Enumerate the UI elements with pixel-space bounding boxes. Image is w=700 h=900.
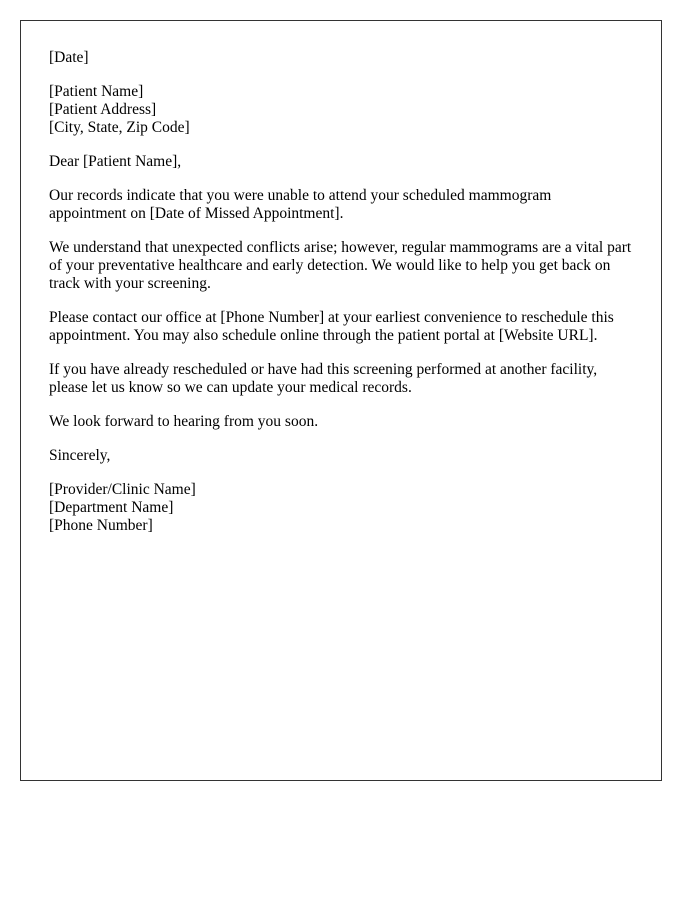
recipient-block bbox=[49, 83, 632, 137]
signature-department: [Department Name] bbox=[49, 499, 174, 516]
body-paragraph: If you have already rescheduled or have had this screening performed at another facility, please let us know so we can update your medical records. bbox=[49, 361, 598, 396]
recipient-city-state-zip: [City, State, Zip Code] bbox=[49, 119, 190, 136]
body-paragraph: We understand that unexpected conflicts arise; however, regular mammograms are a vital part of your preventative healthcare and early detection. We would like to help you get back on track with your screening. bbox=[49, 239, 632, 292]
signature-provider: [Provider/Clinic Name] bbox=[49, 481, 196, 498]
signature-phone: [Phone Number] bbox=[49, 517, 153, 534]
body-paragraph: We look forward to hearing from you soon. bbox=[49, 413, 319, 430]
signature-block bbox=[49, 481, 632, 535]
letter-document bbox=[20, 20, 662, 781]
recipient-name: [Patient Name] bbox=[49, 83, 144, 100]
body-paragraph: Please contact our office at [Phone Number] at your earliest convenience to reschedule this appointment. You may also schedule online through the patient portal at [Website URL]. bbox=[49, 309, 614, 344]
letter-date: [Date] bbox=[49, 49, 89, 66]
body-paragraph: Our records indicate that you were unable to attend your scheduled mammogram appointment on [Date of Missed Appointment]. bbox=[49, 187, 552, 222]
recipient-address: [Patient Address] bbox=[49, 101, 157, 118]
closing: Sincerely, bbox=[49, 447, 111, 464]
salutation: Dear [Patient Name], bbox=[49, 153, 182, 170]
